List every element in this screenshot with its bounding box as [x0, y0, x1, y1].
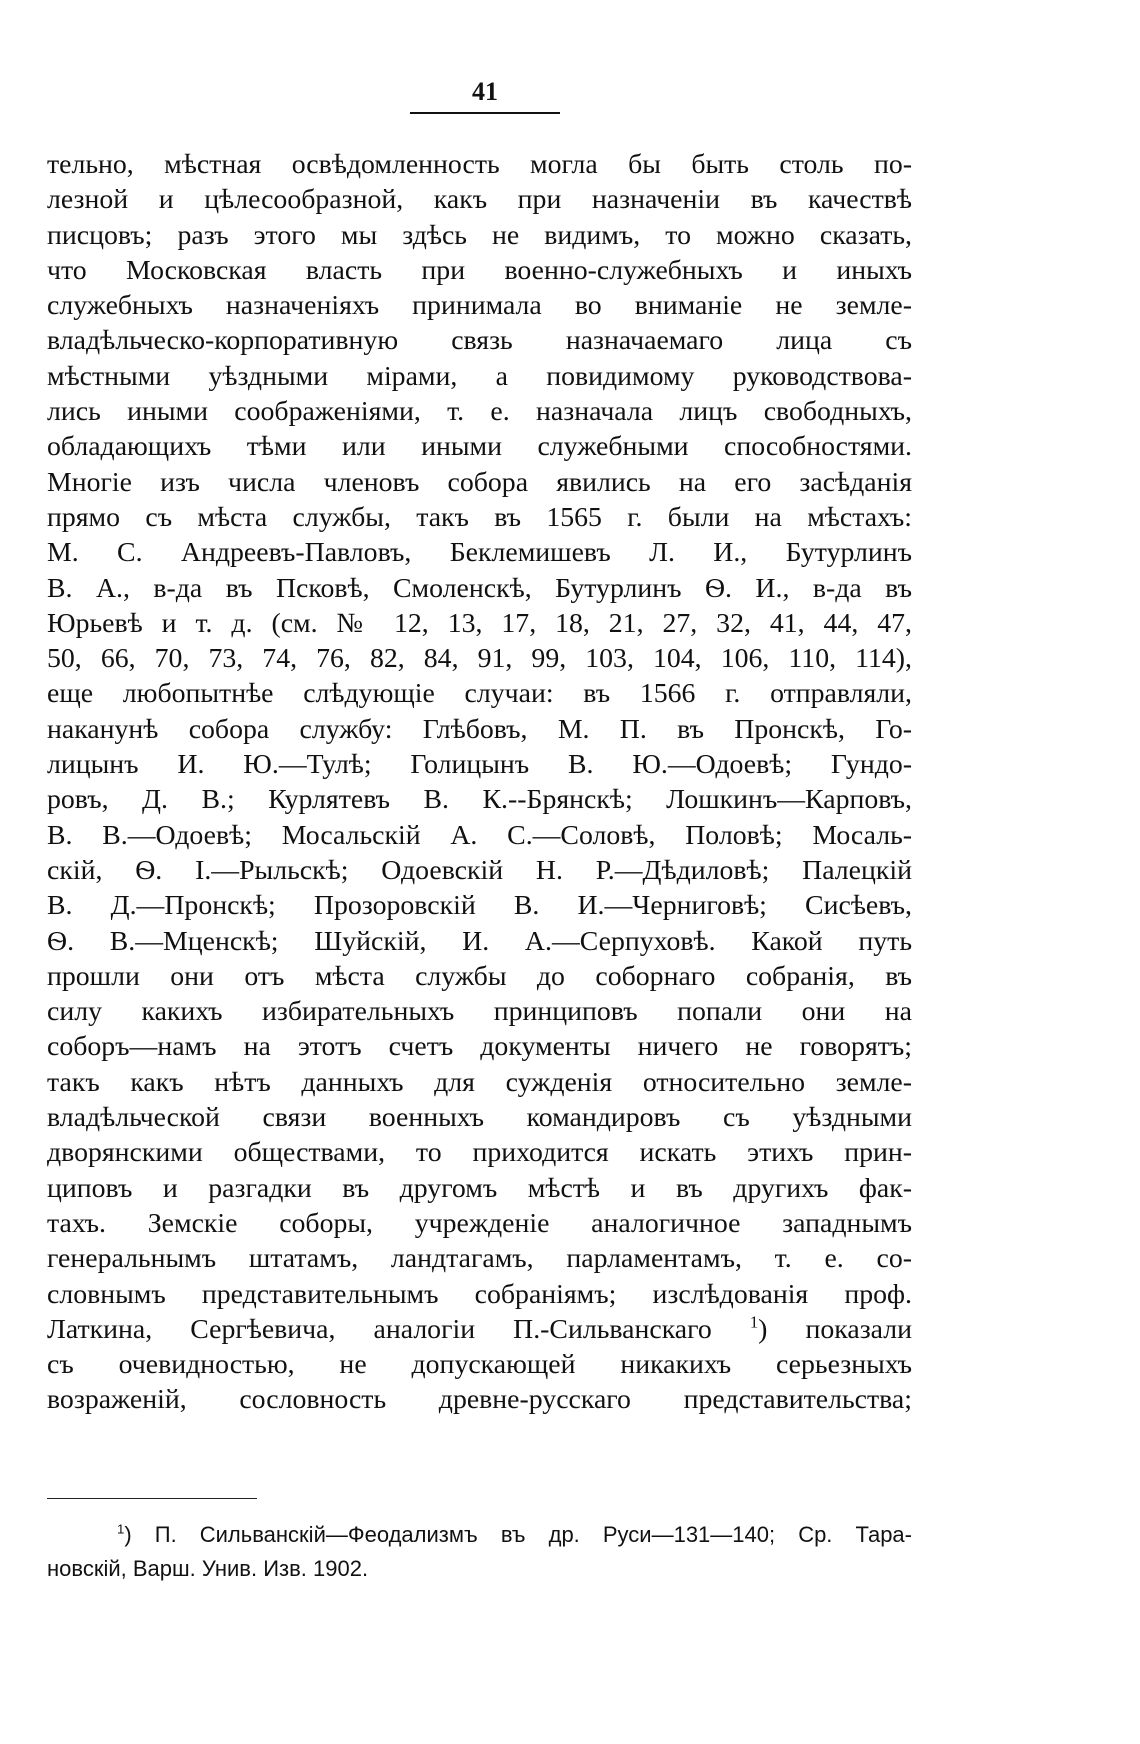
footnote-ref[interactable]: 1: [749, 1312, 759, 1332]
text-line: лицынъ И. Ю.—Тулѣ; Голицынъ В. Ю.—Одоевѣ; Гундо-: [47, 749, 912, 781]
text-line: дворянскими обществами, то приходится искать этихъ прин-: [47, 1137, 912, 1169]
text-line: лезной и цѣлесообразной, какъ при назначеніи въ качествѣ: [47, 184, 912, 216]
text-line: тельно, мѣстная освѣдомленность могла бы быть столь по-: [47, 149, 912, 180]
text-line: владѣльческо-корпоративную связь назначаемаго лица съ: [47, 325, 912, 357]
page-number: 41: [472, 77, 498, 106]
text-line: еще любопытнѣе слѣдующіе случаи: въ 1566 г. отправляли,: [47, 678, 912, 710]
text-line-tail: ) показали: [758, 1313, 912, 1345]
text-line: владѣльческой связи военныхъ командировъ съ уѣздными: [47, 1102, 912, 1134]
text-line: тахъ. Земскіе соборы, учрежденіе аналогичное западнымъ: [47, 1207, 912, 1239]
text-line: В. В.—Одоевѣ; Мосальскій А. С.—Соловѣ, Половѣ; Мосаль-: [47, 819, 912, 851]
text-line-part: Латкина, Сергѣевича, аналогіи П.-Сильванскаго: [47, 1313, 712, 1345]
text-line: мѣстными уѣздными мірами, а повидимому руководствова-: [47, 360, 912, 392]
text-line: Юрьевѣ и т. д. (см. № 12, 13, 17, 18, 21, 27, 32, 41, 44, 47,: [47, 607, 912, 639]
text-line: писцовъ; разъ этого мы здѣсь не видимъ, то можно сказать,: [47, 219, 912, 251]
text-line: Ѳ. В.—Мценскѣ; Шуйскій, И. А.—Серпуховѣ. Какой путь: [47, 925, 912, 957]
footnote-text: ) П. Сильванскій—Феодализмъ въ др. Руси—131—140; Ср. Тара-: [124, 1522, 912, 1547]
text-line: возраженій, сословность древне-русскаго представительства;: [47, 1384, 912, 1416]
footnote-line: [47, 1518, 912, 1552]
text-line: Многіе изъ числа членовъ собора явились на его засѣданія: [47, 466, 912, 498]
text-line: силу какихъ избирательныхъ принциповъ попали они на: [47, 996, 912, 1028]
body-text: [47, 147, 912, 1418]
text-line: [47, 1312, 912, 1347]
text-line: М. С. Андреевъ-Павловъ, Беклемишевъ Л. И., Бутурлинъ: [47, 537, 912, 569]
footnote: [47, 1518, 912, 1586]
text-line: словнымъ представительнымъ собраніямъ; изслѣдованія проф.: [47, 1278, 912, 1310]
text-line: В. Д.—Пронскѣ; Прозоровскій В. И.—Черниговѣ; Сисѣевъ,: [47, 890, 912, 922]
text-line: лись иными соображеніями, т. е. назначала лицъ свободныхъ,: [47, 396, 912, 428]
text-line: ровъ, Д. В.; Курлятевъ В. К.--Брянскѣ; Лошкинъ—Карповъ,: [47, 784, 912, 816]
footnote-rule: [47, 1498, 257, 1499]
text-line: соборъ—намъ на этотъ счетъ документы ничего не говорятъ;: [47, 1031, 912, 1063]
text-line: наканунѣ собора службу: Глѣбовъ, М. П. въ Пронскѣ, Го-: [47, 713, 912, 745]
text-line: циповъ и разгадки въ другомъ мѣстѣ и въ другихъ фак-: [47, 1172, 912, 1204]
text-line: служебныхъ назначеніяхъ принимала во вниманіе не земле-: [47, 290, 912, 322]
footnote-marker: 1: [117, 1521, 125, 1537]
text-line: В. А., в-да въ Псковѣ, Смоленскѣ, Бутурлинъ Ѳ. И., в-да въ: [47, 572, 912, 604]
text-line: прямо съ мѣста службы, такъ въ 1565 г. были на мѣстахъ:: [47, 501, 912, 533]
footnote-line: новскій, Варш. Унив. Изв. 1902.: [47, 1556, 369, 1581]
text-line: скій, Ѳ. І.—Рыльскѣ; Одоевскій Н. Р.—Дѣдиловѣ; Палецкій: [47, 854, 912, 886]
text-line: 50, 66, 70, 73, 74, 76, 82, 84, 91, 99, 103, 104, 106, 110, 114),: [47, 643, 912, 675]
page-number-rule: [410, 112, 560, 114]
text-line: генеральнымъ штатамъ, ландтагамъ, парламентамъ, т. е. со-: [47, 1243, 912, 1275]
text-line: прошли они отъ мѣста службы до соборнаго собранія, въ: [47, 960, 912, 992]
text-line: такъ какъ нѣтъ данныхъ для сужденія относительно земле-: [47, 1066, 912, 1098]
text-line: съ очевидностью, не допускающей никакихъ серьезныхъ: [47, 1349, 912, 1381]
text-line: что Московская власть при военно-служебныхъ и иныхъ: [47, 254, 912, 286]
text-line: обладающихъ тѣми или иными служебными способностями.: [47, 431, 912, 463]
